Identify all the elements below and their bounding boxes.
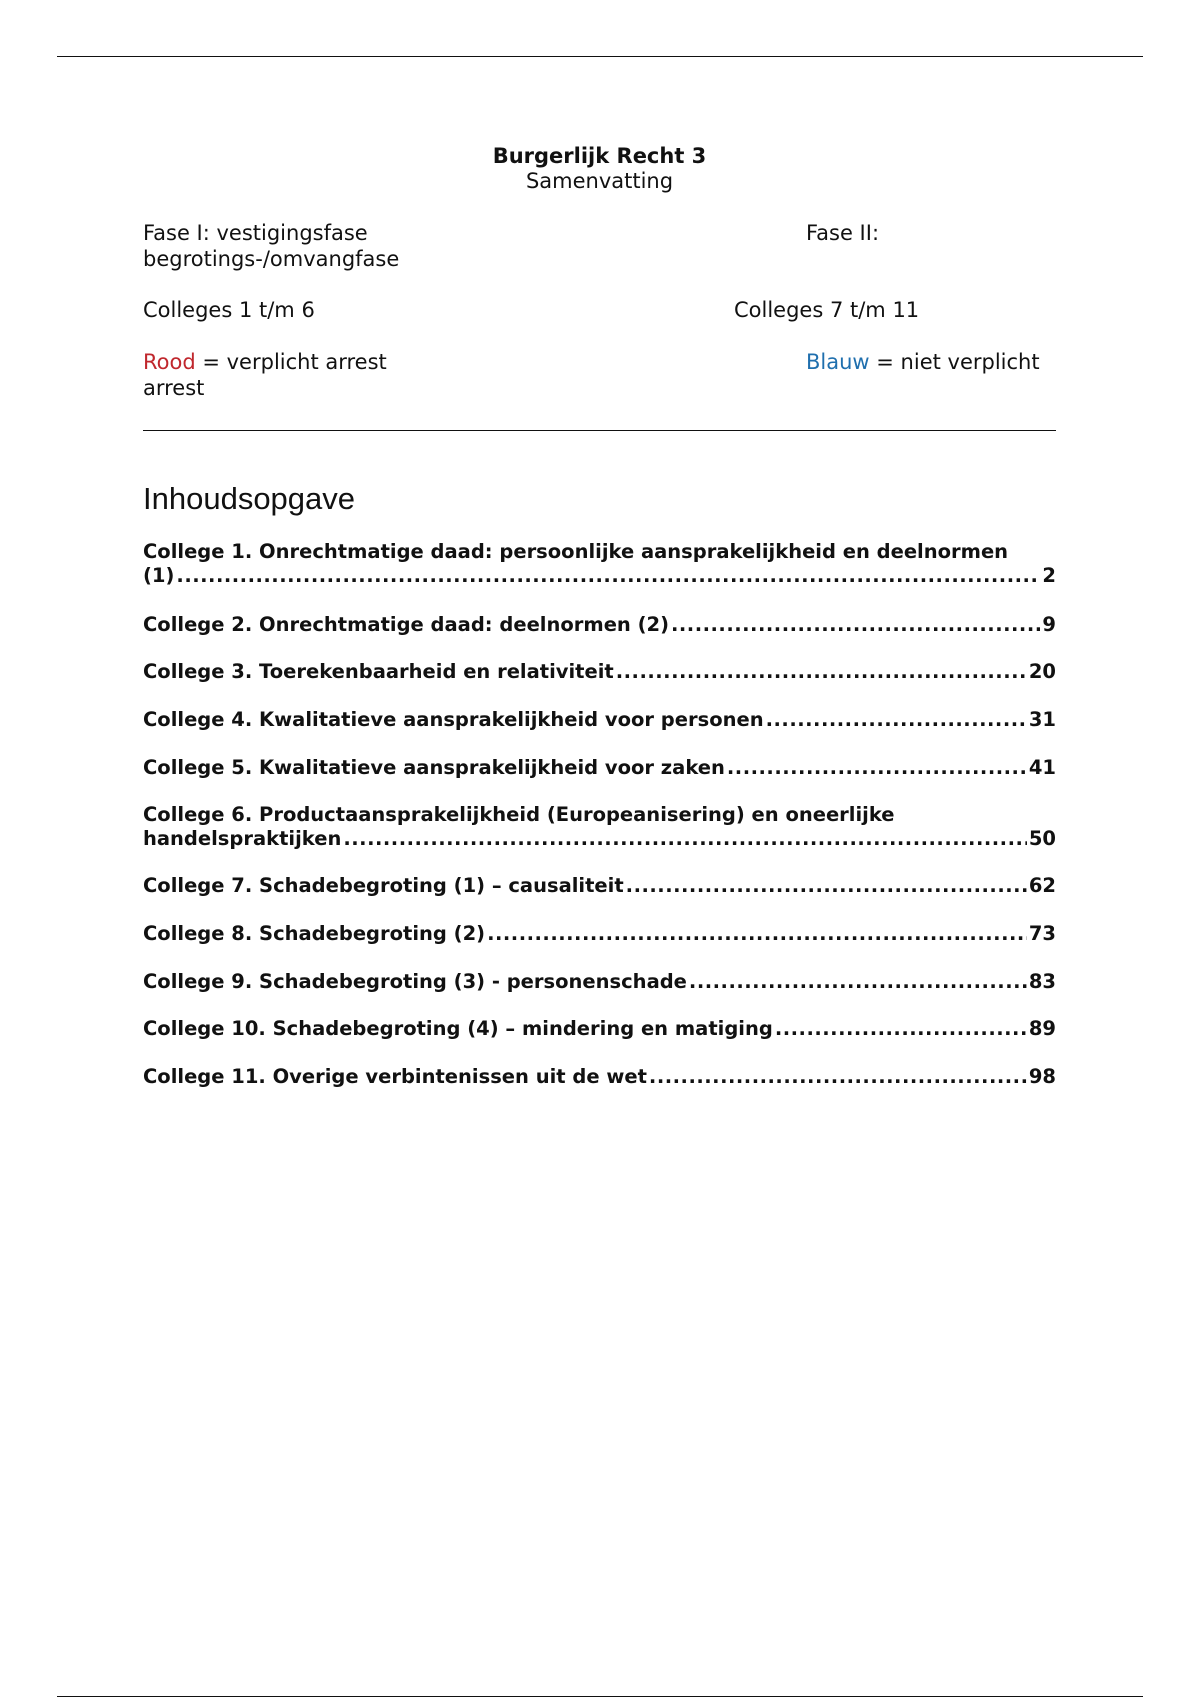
toc-page-number: 50	[1028, 827, 1056, 850]
section-divider	[143, 430, 1056, 431]
toc-page-number: 98	[1028, 1065, 1056, 1088]
toc-page-number: 20	[1028, 660, 1056, 683]
toc-entry-title-line1: College 1. Onrechtmatige daad: persoonlijke aansprakelijkheid en deelnormen	[143, 540, 1009, 563]
dot-leader	[727, 756, 1027, 780]
toc-entry-title: College 11. Overige verbintenissen uit de wet	[143, 1065, 647, 1088]
toc-entry-college-7[interactable]	[143, 874, 1056, 898]
colleges-left: Colleges 1 t/m 6	[143, 298, 315, 322]
toc-page-number: 89	[1028, 1017, 1056, 1040]
legend-red-word: Rood	[143, 350, 196, 374]
phase-left-line2: begrotings-/omvangfase	[143, 247, 400, 271]
toc-entry-title: College 2. Onrechtmatige daad: deelnormen (2)	[143, 613, 669, 636]
dot-leader	[766, 708, 1027, 732]
toc-entry-title: College 3. Toerekenbaarheid en relativiteit	[143, 660, 614, 683]
toc-entry-college-11[interactable]	[143, 1065, 1056, 1089]
legend-blue	[806, 349, 1040, 375]
dot-leader	[626, 874, 1027, 898]
toc-page-number: 41	[1028, 756, 1056, 779]
phase-left	[143, 220, 399, 272]
document-subtitle: Samenvatting	[525, 169, 674, 193]
toc-entry-title: College 8. Schadebegroting (2)	[143, 922, 486, 945]
legend-red-rest: = verplicht arrest	[195, 350, 387, 374]
toc-entry-title: College 10. Schadebegroting (4) – mindering en matiging	[143, 1017, 773, 1040]
dot-leader	[343, 827, 1027, 851]
toc-page-number: 83	[1028, 970, 1056, 993]
legend-blue-rest: = niet verplicht	[869, 350, 1040, 374]
dot-leader	[487, 922, 1027, 946]
toc-entry-college-3[interactable]	[143, 660, 1056, 684]
phase-right-line1: Fase II:	[806, 221, 880, 245]
toc-page-number: 9	[1042, 613, 1056, 636]
toc-entry-college-5[interactable]	[143, 756, 1056, 780]
toc-page-number: 62	[1028, 874, 1056, 897]
page-header-rule	[57, 56, 1143, 57]
phase-right	[806, 220, 879, 246]
toc-entry-college-4[interactable]	[143, 708, 1056, 732]
toc-entry-college-10[interactable]	[143, 1017, 1056, 1041]
dot-leader	[176, 564, 1040, 588]
toc-entry-title: College 5. Kwalitatieve aansprakelijkheid voor zaken	[143, 756, 725, 779]
document-title: Burgerlijk Recht 3	[492, 144, 707, 168]
toc-entry-college-6[interactable]	[143, 803, 1056, 851]
toc-page-number: 2	[1042, 564, 1056, 587]
dot-leader	[775, 1017, 1027, 1041]
toc-entry-college-8[interactable]	[143, 922, 1056, 946]
legend-blue-word: Blauw	[806, 350, 870, 374]
legend-red-continuation: arrest	[143, 376, 205, 400]
colleges-right: Colleges 7 t/m 11	[734, 298, 920, 322]
toc-entry-title: College 9. Schadebegroting (3) - personenschade	[143, 970, 687, 993]
legend-red	[143, 349, 387, 401]
dot-leader	[616, 660, 1027, 684]
dot-leader	[689, 970, 1027, 994]
toc-entry-title: College 7. Schadebegroting (1) – causaliteit	[143, 874, 624, 897]
phase-left-line1: Fase I: vestigingsfase	[143, 221, 368, 245]
toc-entry-college-9[interactable]	[143, 970, 1056, 994]
page-footer-rule	[57, 1696, 1143, 1697]
toc-entry-title-line2: (1)	[143, 564, 175, 587]
title-block	[143, 143, 1056, 193]
toc-entry-title: College 4. Kwalitatieve aansprakelijkheid voor personen	[143, 708, 764, 731]
toc-page-number: 73	[1028, 922, 1056, 945]
toc-entry-title-line2: handelspraktijken	[143, 827, 342, 850]
toc-page-number: 31	[1028, 708, 1056, 731]
toc-entry-title-line1: College 6. Productaansprakelijkheid (Europeanisering) en oneerlijke	[143, 803, 895, 826]
toc-entry-college-2[interactable]	[143, 613, 1056, 637]
dot-leader	[649, 1065, 1027, 1089]
dot-leader	[671, 613, 1040, 637]
toc-entry-college-1[interactable]	[143, 540, 1056, 588]
toc-heading: Inhoudsopgave	[143, 481, 356, 516]
